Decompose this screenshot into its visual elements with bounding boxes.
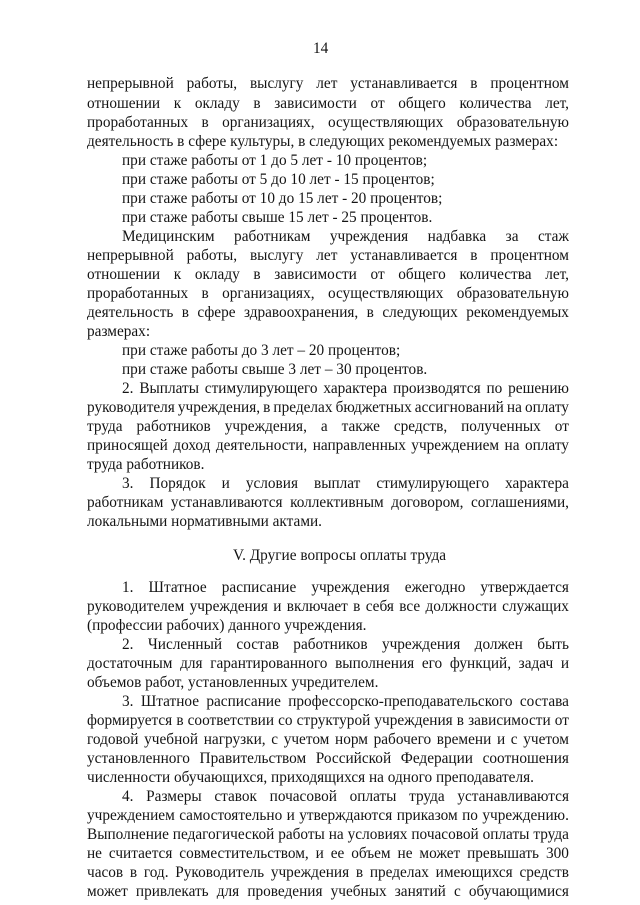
text-line: численности обучающихся, приходящихся на одного преподавателя.	[87, 769, 534, 786]
word: процентном	[490, 75, 569, 92]
word: и	[315, 845, 324, 862]
text-line	[87, 808, 569, 823]
word: отношении	[87, 266, 161, 283]
word: оплату	[524, 399, 569, 416]
word: 1.	[122, 579, 134, 596]
word: коллективным	[290, 494, 384, 511]
word: превышать	[467, 845, 540, 862]
word: учреждения	[374, 712, 453, 729]
word: образовательную	[456, 285, 569, 302]
word: в	[355, 864, 364, 881]
word: рабочего	[373, 731, 432, 748]
word: соотношения	[482, 750, 569, 767]
word: занятий	[394, 883, 446, 900]
word: в	[129, 864, 138, 881]
word: сфере	[197, 304, 236, 321]
word: в	[353, 598, 361, 615]
word: и	[496, 731, 506, 748]
text-line: деятельность в сфере культуры, в следующих рекомендуемых размерах:	[87, 133, 559, 150]
text-line: размерах:	[87, 323, 151, 340]
word: средств	[519, 864, 569, 881]
word: в	[366, 304, 374, 321]
word: считается	[108, 845, 173, 862]
text-line: при стаже работы свыше 15 лет - 25 процентов.	[122, 209, 433, 226]
word: труда	[87, 418, 123, 435]
word: характера	[323, 380, 388, 397]
word: в	[176, 712, 184, 729]
word: профессорско-преподавательского	[288, 693, 513, 710]
word: 3.	[122, 693, 134, 710]
word: учреждения	[189, 598, 268, 615]
word: приносящей	[87, 437, 168, 454]
word: проведения	[247, 883, 323, 900]
word: лет,	[545, 95, 569, 112]
word: к	[173, 95, 182, 112]
word: с	[271, 731, 279, 748]
word: за	[505, 228, 519, 245]
text-line	[87, 846, 569, 861]
text-line	[122, 476, 569, 491]
word: обучающимися	[468, 883, 569, 900]
word: отношении	[87, 95, 161, 112]
word: в	[201, 114, 209, 131]
word: с	[510, 731, 518, 748]
text-line	[122, 580, 569, 595]
word: Федерации	[400, 750, 473, 767]
word: ежегодно	[404, 579, 466, 596]
text-line	[122, 229, 569, 244]
word: почасовой	[411, 826, 479, 843]
word: окладу	[194, 266, 240, 283]
word: гарантированного	[210, 655, 328, 672]
word: часов	[87, 864, 124, 881]
word: проработанных	[87, 114, 189, 131]
word: здравоохранения,	[243, 304, 359, 321]
word: учреждением	[87, 807, 175, 824]
word: зависимости	[274, 266, 357, 283]
word: устанавливаются	[457, 788, 569, 805]
word: лет	[316, 75, 338, 92]
word: задач	[518, 655, 554, 672]
text-line	[122, 789, 569, 804]
word: имеющихся	[435, 864, 513, 881]
word: стимулирующего	[376, 475, 490, 492]
section-heading: V. Другие вопросы оплаты труда	[233, 547, 447, 564]
word: и	[221, 475, 230, 492]
word: служащих	[502, 598, 569, 615]
word: направленных	[312, 437, 406, 454]
text-line: при стаже работы до 3 лет – 20 процентов;	[122, 342, 401, 359]
word: себя	[365, 598, 394, 615]
word: работников	[293, 636, 368, 653]
text-line	[87, 76, 569, 91]
word: к	[173, 266, 182, 283]
word: и	[560, 655, 569, 672]
word: общего	[398, 95, 446, 112]
word: год.	[143, 864, 169, 881]
word: выплат	[313, 475, 361, 492]
word: формируется	[87, 712, 173, 729]
word: в	[470, 75, 478, 92]
word: Размеры	[146, 788, 202, 805]
text-line	[87, 713, 569, 728]
text-line	[87, 248, 569, 263]
text-line	[87, 419, 569, 434]
word: оплаты	[349, 788, 397, 805]
word: в	[181, 304, 189, 321]
text-line: при стаже работы свыше 3 лет – 30 процентов.	[122, 361, 428, 378]
word: деятельности,	[215, 437, 308, 454]
word: учетом	[523, 731, 569, 748]
word: количества	[459, 266, 532, 283]
word: учреждения,	[177, 399, 261, 416]
word: полученных	[461, 418, 541, 435]
word: учреждения	[329, 228, 409, 245]
word: лет	[316, 247, 338, 264]
word: на	[504, 437, 520, 454]
word: учебных	[330, 883, 387, 900]
text-line: объемов работ, установленных учредителем.	[87, 674, 379, 691]
word: непрерывной	[87, 247, 174, 264]
word: на	[506, 399, 522, 416]
word: должности	[425, 598, 497, 615]
word: для	[180, 655, 203, 672]
word: не	[397, 845, 413, 862]
text-line: труда работников.	[87, 456, 205, 473]
word: непрерывной	[87, 75, 174, 92]
word: времени	[436, 731, 492, 748]
word: ставок	[214, 788, 257, 805]
word: выполнения	[335, 655, 415, 672]
word: совместительством,	[179, 845, 309, 862]
word: состава	[519, 693, 569, 710]
word: Штатное	[140, 693, 200, 710]
word: соответствии	[187, 712, 275, 729]
word: структурой	[296, 712, 371, 729]
word: от	[554, 712, 569, 729]
word: учреждения	[311, 579, 390, 596]
text-line	[87, 495, 569, 510]
word: Руководитель	[175, 864, 265, 881]
text-line	[87, 115, 569, 130]
word: может	[419, 845, 461, 862]
word: Штатное	[148, 579, 207, 596]
word: устанавливается	[350, 247, 458, 264]
word: быть	[537, 636, 569, 653]
word: производятся	[393, 380, 481, 397]
word: выслугу	[249, 247, 304, 264]
word: осуществляющих	[327, 114, 444, 131]
word: учреждения	[270, 864, 350, 881]
word: оплаты	[482, 826, 530, 843]
word: договором,	[391, 494, 464, 511]
word: бюджетных	[335, 399, 412, 416]
word: от	[370, 95, 385, 112]
text-line	[122, 637, 569, 652]
word: в	[470, 247, 478, 264]
word: со	[278, 712, 293, 729]
word: Порядок	[149, 475, 206, 492]
word: выслугу	[249, 75, 304, 92]
word: 2.	[122, 636, 134, 653]
word: объем	[351, 845, 391, 862]
text-line	[87, 827, 569, 842]
word: 2.	[122, 380, 134, 397]
word: в	[253, 266, 261, 283]
text-line: при стаже работы от 10 до 15 лет - 20 процентов;	[122, 190, 443, 207]
word: деятельность	[87, 304, 174, 321]
word: работы	[278, 826, 325, 843]
word: состав	[236, 636, 279, 653]
word: нагрузки,	[203, 731, 266, 748]
text-line	[87, 751, 569, 766]
text-line	[87, 286, 569, 301]
word: ее	[330, 845, 345, 862]
word: работников	[136, 418, 211, 435]
word: также	[341, 418, 380, 435]
text-line: при стаже работы от 5 до 10 лет - 15 процентов;	[122, 171, 435, 188]
word: учреждения,	[224, 418, 307, 435]
text-line	[87, 305, 569, 320]
word: от	[554, 418, 569, 435]
word: стаж	[537, 228, 569, 245]
word: с	[453, 883, 461, 900]
word: руководителя	[87, 399, 175, 416]
word: зависимости	[468, 712, 551, 729]
word: достаточным	[87, 655, 173, 672]
word: работникам	[234, 228, 311, 245]
word: надбавка	[427, 228, 487, 245]
word: расписание	[206, 693, 281, 710]
word: Медицинским	[122, 228, 215, 245]
word: условиях	[347, 826, 408, 843]
word: установленного	[87, 750, 190, 767]
word: в	[201, 285, 209, 302]
word: устанавливаются	[170, 494, 283, 511]
word: может	[87, 883, 128, 900]
text-line	[87, 656, 569, 671]
word: следующих	[382, 304, 458, 321]
word: в	[456, 712, 465, 729]
word: пределах	[369, 864, 429, 881]
word: и	[273, 598, 282, 615]
word: должен	[474, 636, 523, 653]
word: пределах	[273, 399, 333, 416]
word: привлекать	[135, 883, 209, 900]
word: Выплаты	[139, 380, 199, 397]
word: окладу	[194, 95, 240, 112]
word: его	[421, 655, 443, 672]
text-line	[87, 267, 569, 282]
word: зависимости	[274, 95, 357, 112]
word: ассигнований	[414, 399, 504, 416]
text-line: при стаже работы от 1 до 5 лет - 10 процентов;	[122, 152, 428, 169]
word: Правительством	[199, 750, 307, 767]
text-line	[87, 884, 569, 899]
word: работы,	[186, 247, 238, 264]
word: 300	[545, 845, 569, 862]
word: для	[216, 883, 240, 900]
word: образовательную	[456, 114, 569, 131]
word: характера	[505, 475, 569, 492]
text-line	[87, 865, 569, 880]
text-line	[122, 694, 569, 709]
word: труда	[409, 788, 445, 805]
word: 4.	[122, 788, 134, 805]
word: Выполнение	[87, 826, 169, 843]
word: учебной	[144, 731, 199, 748]
word: от	[370, 266, 385, 283]
word: проработанных	[87, 285, 189, 302]
word: Численный	[147, 636, 223, 653]
word: решению	[508, 380, 569, 397]
word: утверждается	[480, 579, 569, 596]
text-line	[87, 599, 569, 614]
word: самостоятельно	[179, 807, 283, 824]
word: и	[286, 807, 295, 824]
word: руководителем	[87, 598, 185, 615]
text-line	[87, 96, 569, 111]
word: 3.	[122, 475, 134, 492]
word: все	[399, 598, 421, 615]
text-line	[122, 381, 569, 396]
text-line	[87, 400, 569, 415]
word: приказом	[396, 807, 458, 824]
word: учреждения	[381, 636, 461, 653]
text-line	[87, 732, 569, 747]
word: организациях,	[222, 285, 315, 302]
word: средств,	[393, 418, 448, 435]
word: в	[253, 95, 261, 112]
word: работы,	[186, 75, 238, 92]
word: работникам	[87, 494, 164, 511]
word: лет,	[545, 266, 569, 283]
text-line	[87, 438, 569, 453]
word: процентном	[490, 247, 569, 264]
word: годовой	[87, 731, 139, 748]
word: педагогической	[172, 826, 275, 843]
word: почасовой	[269, 788, 337, 805]
word: а	[320, 418, 328, 435]
word: норм	[335, 731, 368, 748]
word: в	[263, 399, 271, 416]
word: организациях,	[222, 114, 315, 131]
word: устанавливается	[350, 75, 458, 92]
word: условия	[245, 475, 298, 492]
word: на	[328, 826, 344, 843]
word: доход	[173, 437, 211, 454]
word: количества	[459, 95, 532, 112]
word: включает	[286, 598, 348, 615]
word: труда	[533, 826, 569, 843]
word: функций,	[449, 655, 512, 672]
word: не	[87, 845, 102, 862]
word: соглашениями,	[470, 494, 569, 511]
word: по	[486, 380, 503, 397]
word: учетом	[283, 731, 330, 748]
word: учреждением	[411, 437, 500, 454]
word: стимулирующего	[204, 380, 318, 397]
word: осуществляющих	[327, 285, 444, 302]
word: оплату	[524, 437, 569, 454]
word: Российской	[315, 750, 392, 767]
word: по	[462, 807, 478, 824]
text-line: локальными нормативными актами.	[87, 513, 323, 530]
text-line: (профессии рабочих) данного учреждения.	[87, 617, 367, 634]
word: рекомендуемых	[466, 304, 569, 321]
word: учреждению.	[482, 807, 569, 824]
word: утверждаются	[299, 807, 393, 824]
word: расписание	[221, 579, 297, 596]
word: общего	[398, 266, 446, 283]
page-number: 14	[313, 40, 329, 57]
